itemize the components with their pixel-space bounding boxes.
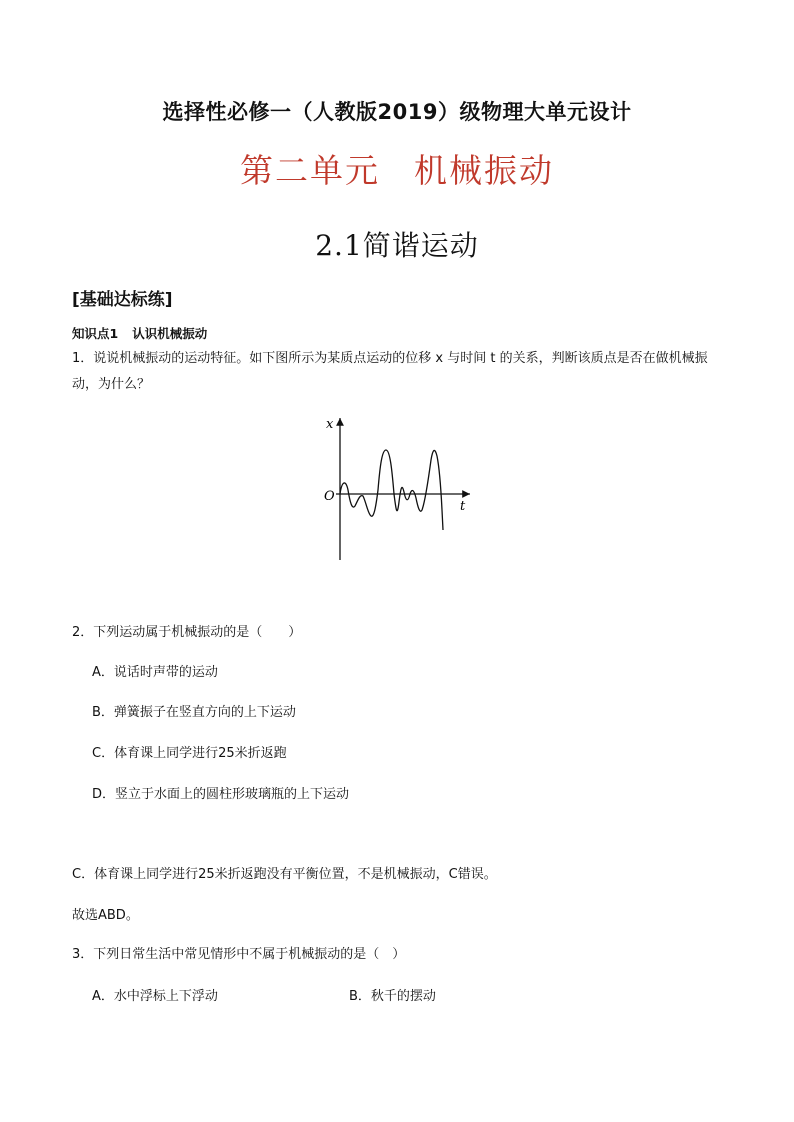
x-axis-label: x <box>326 417 334 432</box>
answer-selection: 故选ABD。 <box>72 908 139 923</box>
knowledge-point-title: 认识机械振动 <box>132 326 208 341</box>
displacement-curve <box>340 450 443 530</box>
question-2-option-d: D．竖立于水面上的圆柱形玻璃瓶的上下运动 <box>92 787 350 802</box>
unit-number: 第二单元 <box>240 151 380 190</box>
exercise-heading: [基础达标练] <box>72 290 173 310</box>
question-3-option-a: A．水中浮标上下浮动 <box>92 989 218 1004</box>
unit-title <box>0 145 794 192</box>
knowledge-point <box>72 324 207 342</box>
answer-explanation-c: C．体育课上同学进行25米折返跑没有平衡位置，不是机械振动，C错误。 <box>72 867 497 882</box>
question-2-option-a: A．说话时声带的运动 <box>92 665 218 680</box>
question-3-text: 3．下列日常生活中常见情形中不属于机械振动的是（ ） <box>72 947 406 962</box>
question-3-option-b: B．秋千的摆动 <box>349 989 436 1004</box>
question-2-option-b: B．弹簧振子在竖直方向的上下运动 <box>92 705 296 720</box>
document-title: 选择性必修一（人教版2019）级物理大单元设计 <box>162 100 632 124</box>
t-axis-label: t <box>460 499 466 514</box>
question-1-text: 1．说说机械振动的运动特征。如下图所示为某质点运动的位移 x 与时间 t 的关系，判断该质点是否在做机械振动，为什么？ <box>72 351 708 392</box>
origin-label: O <box>324 489 335 504</box>
knowledge-point-number: 知识点1 <box>72 326 119 341</box>
question-2-option-c: C．体育课上同学进行25米折返跑 <box>92 746 287 761</box>
unit-name: 机械振动 <box>414 151 554 190</box>
displacement-time-graph <box>300 410 490 570</box>
question-2-text: 2．下列运动属于机械振动的是（ ） <box>72 625 302 640</box>
section-title: 2.1简谐运动 <box>315 229 479 262</box>
